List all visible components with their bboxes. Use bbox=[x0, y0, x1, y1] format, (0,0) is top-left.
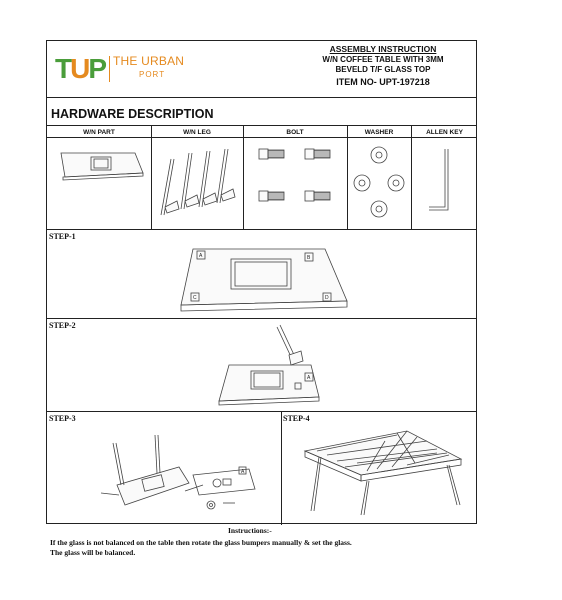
part-label-wn-part: W/N PART bbox=[83, 129, 115, 136]
bolts-illustration bbox=[253, 141, 339, 221]
divider bbox=[47, 318, 476, 319]
step-4-illustration bbox=[297, 423, 469, 519]
step-3-illustration bbox=[99, 423, 259, 515]
assembly-sheet bbox=[46, 40, 477, 524]
label-b: B bbox=[307, 255, 311, 261]
legs-illustration bbox=[155, 145, 241, 225]
divider bbox=[47, 137, 476, 138]
label-d: D bbox=[325, 295, 329, 301]
divider bbox=[347, 125, 348, 229]
part-label-allen-key: ALLEN KEY bbox=[426, 129, 463, 136]
step-3-label: STEP-3 bbox=[49, 414, 76, 423]
divider bbox=[47, 229, 476, 230]
instructions-title: Instructions:- bbox=[228, 526, 272, 535]
instructions-line-2: The glass will be balanced. bbox=[50, 548, 136, 557]
product-name-line1: W/N COFFEE TABLE WITH 3MM bbox=[322, 55, 444, 64]
step-2-illustration bbox=[205, 321, 345, 409]
svg-text:A: A bbox=[307, 375, 311, 381]
instructions-line-1: If the glass is not balanced on the table then rotate the glass bumpers manually & set the glass. bbox=[50, 538, 352, 547]
divider bbox=[281, 411, 282, 525]
divider bbox=[243, 125, 244, 229]
brand-logo bbox=[55, 50, 185, 88]
step-2-label: STEP-2 bbox=[49, 321, 76, 330]
label-c: C bbox=[193, 295, 197, 301]
allen-key-illustration bbox=[419, 141, 471, 221]
item-number: ITEM NO- UPT-197218 bbox=[336, 77, 430, 87]
part-label-wn-leg: W/N LEG bbox=[183, 129, 211, 136]
part-label-bolt: BOLT bbox=[286, 129, 304, 136]
tabletop-illustration bbox=[55, 147, 145, 187]
washers-illustration bbox=[349, 141, 409, 225]
logo-text: THE URBAN bbox=[113, 54, 185, 68]
step-1-illustration bbox=[179, 241, 359, 317]
divider bbox=[151, 125, 152, 229]
step-1-label: STEP-1 bbox=[49, 232, 76, 241]
title-block bbox=[298, 44, 468, 89]
svg-text:A: A bbox=[241, 469, 245, 475]
label-a: A bbox=[199, 253, 203, 259]
hardware-title: HARDWARE DESCRIPTION bbox=[51, 107, 214, 121]
product-name-line2: BEVELD T/F GLASS TOP bbox=[335, 65, 431, 74]
divider bbox=[47, 97, 476, 98]
part-label-washer: WASHER bbox=[364, 129, 394, 136]
divider bbox=[411, 125, 412, 229]
header bbox=[47, 41, 476, 97]
logo-subtext: PORT bbox=[139, 70, 166, 79]
logo-mark: TUP bbox=[55, 53, 106, 84]
divider bbox=[47, 411, 476, 412]
step-4-label: STEP-4 bbox=[283, 414, 310, 423]
logo-divider bbox=[109, 56, 110, 82]
doc-title: ASSEMBLY INSTRUCTION bbox=[329, 44, 437, 54]
